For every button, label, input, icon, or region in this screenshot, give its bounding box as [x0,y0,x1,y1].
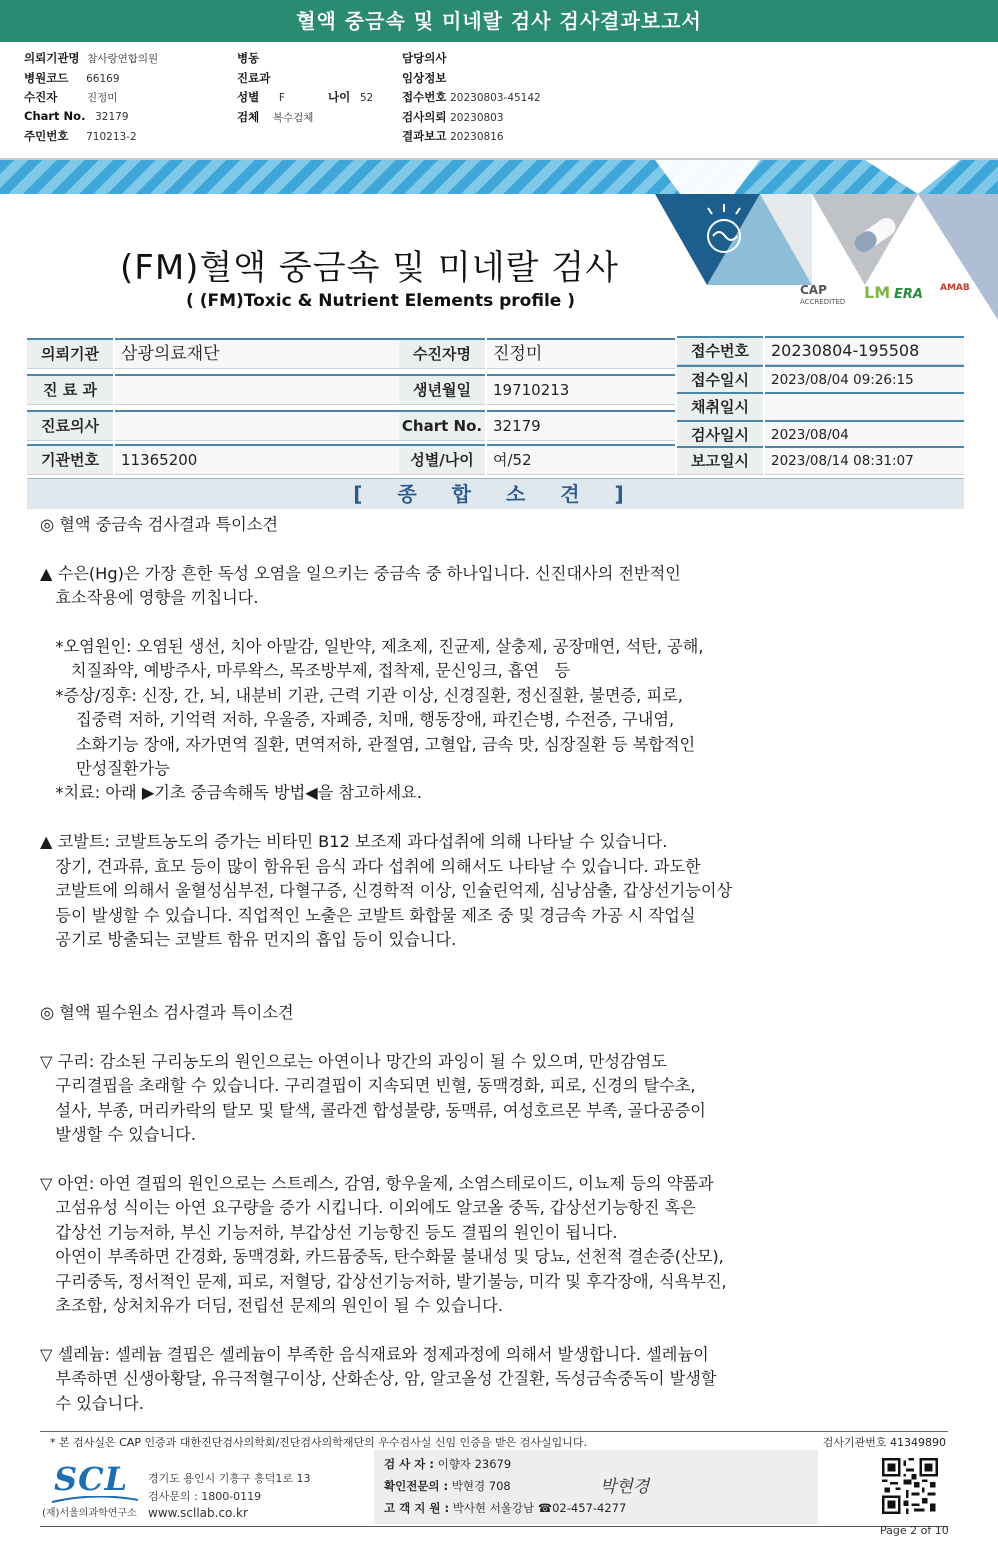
header-sex: 성별 F [237,90,285,104]
blank-line [40,537,940,561]
patient-info-table [27,336,964,474]
text-line: 초조함, 상처치유가 더딤, 전립선 문제의 원인이 될 수 있습니다. [40,1296,503,1315]
text-line: ▽ 구리: 감소된 구리농도의 원인으로는 아연이나 망간의 과잉이 될 수 있으며, 만성감염도 [40,1051,667,1071]
text-line: ▽ 아연: 아연 결핍의 원인으로는 스트레스, 감염, 항우울제, 소염스테로이드, 이뇨제 등의 약품과 [40,1173,714,1193]
blank-line [40,1318,940,1342]
staff-line: 확인전문의 : 박현경 708 [384,1479,511,1493]
amab-logo: AMAB [940,283,970,293]
blank-line [40,1026,940,1050]
info-label: 접수일시 [677,365,763,394]
text-line: *치료: 아래 ▶기초 중금속해독 방법◀을 참고하세요. [40,783,422,803]
info-label: 보고일시 [677,446,763,475]
blank-line [40,1148,940,1172]
info-label: 수진자명 [399,338,485,369]
header-department: 진료과 [237,71,271,85]
text-line: ◎ 혈액 중금속 검사결과 특이소견 [40,515,278,534]
text-line: 아연이 부족하면 간경화, 동맥경화, 카드뮴중독, 탄수화물 불내성 및 당뇨, 선천적 결손증(산모), [40,1247,724,1267]
header-ward: 병동 [237,51,260,65]
header-resident-no: 주민번호 710213-2 [24,129,137,143]
info-label: 진 료 과 [27,374,113,405]
info-label: 생년월일 [399,374,485,405]
info-label: 기관번호 [27,444,113,475]
header-request-date: 검사의뢰 20230803 [402,110,504,124]
text-line: ▲ 코발트: 코발트농도의 증가는 비타민 B12 보조제 과다섭취에 의해 나타날 수 있습니다. [40,832,668,852]
header-report-date: 결과보고 20230816 [402,129,504,143]
qr-code-icon [882,1458,938,1514]
header-clinical-info: 임상정보 [402,71,447,85]
header-hospital-code: 병원코드 66169 [24,71,120,85]
info-value: 2023/08/04 09:26:15 [765,365,964,394]
cap-logo: CAP ACCREDITED [800,283,846,306]
website-link[interactable]: www.scllab.co.kr [148,1506,248,1520]
scl-logo: SCL [54,1460,129,1498]
header-specimen: 검체 복수검체 [237,110,314,124]
text-line: 설사, 부종, 머리카락의 탈모 및 탈색, 콜라겐 합성불량, 동맥류, 여성호르몬 부족, 골다공증이 [40,1100,706,1120]
lab-number: 검사기관번호 41349890 [822,1436,946,1449]
era-logo: ERA [894,287,923,302]
info-label: 채취일시 [677,392,763,421]
info-label: 성별/나이 [399,444,485,475]
address: 경기도 용인시 기흥구 흥덕1로 13 [148,1472,311,1485]
text-line: ▽ 셀레늄: 셀레늄 결핍은 셀레늄이 부족한 음식재료와 정제과정에 의해서 발생합니다. 셀레늄이 [40,1344,709,1364]
blank-line [40,611,940,635]
info-value [115,374,401,405]
header-hospital-name: 의뢰기관명 참사랑연합의원 [24,51,159,65]
text-line: 등이 발생할 수 있습니다. 직업적인 노출은 코발트 화합물 제조 중 및 경금속 가공 시 작업실 [40,905,696,925]
logo-swoosh [50,1496,140,1504]
info-label: 검사일시 [677,420,763,449]
signature: 박현경 [600,1477,650,1497]
info-value: 2023/08/04 [765,420,964,449]
info-value [115,410,401,441]
text-line: ▲ 수은(Hg)은 가장 흔한 독성 오염을 일으키는 중금속 중 하나입니다. 신진대사의 전반적인 [40,563,681,583]
text-line: 발생할 수 있습니다. [40,1125,196,1145]
text-line: 수 있습니다. [40,1393,144,1413]
text-line: ◎ 혈액 필수원소 검사결과 특이소견 [40,1003,294,1023]
text-line: 집중력 저하, 기억력 저하, 우울증, 자폐증, 치매, 행동장애, 파킨슨병, 수전증, 구내염, [40,710,675,730]
info-label: 접수번호 [677,336,763,365]
text-line: 코발트에 의해서 울혈성심부전, 다혈구증, 신경학적 이상, 인슐린억제, 심낭삼출, 갑상선기능이상 [40,881,733,901]
report-title: 혈액 중금속 및 미네랄 검사 검사결과보고서 [0,0,998,42]
header-doctor: 담당의사 [402,51,447,65]
info-value: 11365200 [115,444,401,475]
header-age: 나이 52 [328,90,374,104]
institute-name: (재)서울의과학연구소 [42,1508,137,1519]
test-subtitle: ( (FM)Toxic & Nutrient Elements profile ) [186,291,576,311]
text-line: 구리결핍을 초래할 수 있습니다. 구리결핍이 지속되면 빈혈, 동맥경화, 피로, 신경의 탈수초, [40,1076,696,1096]
info-value: 19710213 [487,374,675,405]
header-accession-no: 접수번호 20230803-45142 [402,90,541,104]
summary-heading: [ 종 합 소 견 ] [27,478,964,509]
info-value: 20230804-195508 [765,336,964,365]
text-line: 구리중독, 정서적인 문제, 피로, 저혈당, 갑상선기능저하, 발기불능, 미각 및 후각장애, 식욕부진, [40,1271,727,1291]
lm-logo: LM [864,283,891,302]
test-title: (FM)혈액 중금속 및 미네랄 검사 [120,248,619,288]
text-line: 갑상선 기능저하, 부신 기능저하, 부갑상선 기능항진 등도 결핍의 원인이 됩니다. [40,1222,618,1242]
text-line: 부족하면 신생아황달, 유극적혈구이상, 산화손상, 암, 알코올성 간질환, 독성금속중독이 발생할 [40,1369,717,1389]
info-value [765,392,964,421]
text-line: 공기로 방출되는 코발트 함유 먼지의 흡입 등이 있습니다. [40,929,457,949]
certification-note: * 본 검사실은 CAP 인증과 대한진단검사의학회/진단검사의학재단의 우수검사실 신임 인증을 받은 검사실입니다. 검사기관번호 41349890 [50,1436,946,1449]
text-line: 효소작용에 영향을 끼칩니다. [40,588,259,608]
text-line: 소화기능 장애, 자가면역 질환, 면역저하, 관절염, 고혈압, 금속 맛, 심장질환 등 복합적인 [40,734,696,754]
header-chart-no: Chart No. 32179 [24,109,129,123]
staff-line: 고 객 지 원 : 박사현 서울강남 ☎02-457-4277 [384,1501,627,1515]
blank-line [40,977,940,1001]
text-line: *증상/징후: 신장, 간, 뇌, 내분비 기관, 근력 기관 이상, 신경질환, 정신질환, 불면증, 피로, [40,685,683,705]
info-value: 2023/08/14 08:31:07 [765,446,964,475]
text-line: 고섬유성 식이는 아연 요구량을 증가 시킵니다. 이외에도 알코올 중독, 갑상선기능항진 혹은 [40,1198,696,1218]
info-value: 진정미 [487,338,675,369]
phone: 검사문의 : 1800-0119 [148,1490,262,1503]
info-value: 삼광의료재단 [115,338,401,369]
info-label: 진료의사 [27,410,113,441]
info-label: 의뢰기관 [27,338,113,369]
staff-line: 검 사 자 : 이향자 23679 [384,1457,512,1471]
text-line: 치질좌약, 예방주사, 마루왁스, 목조방부제, 접착제, 문신잉크, 흡연 등 [40,661,571,681]
footer [40,1450,948,1527]
footer-divider [40,1431,948,1432]
page-number: Page 2 of 10 [880,1524,949,1537]
info-value: 여/52 [487,444,675,475]
header-patient: 수진자 진정미 [24,90,118,104]
summary-text [40,513,940,1416]
text-line: 만성질환가능 [40,759,170,779]
info-label: Chart No. [399,410,485,441]
blank-line [40,952,940,976]
info-value: 32179 [487,410,675,441]
blank-line [40,806,940,830]
text-line: *오염원인: 오염된 생선, 치아 아말감, 일반약, 제초제, 진균제, 살충제, 공장매연, 석탄, 공해, [40,637,704,657]
text-line: 장기, 견과류, 효모 등이 많이 함유된 음식 과다 섭취에 의해서도 나타날 수 있습니다. 과도한 [40,856,701,876]
